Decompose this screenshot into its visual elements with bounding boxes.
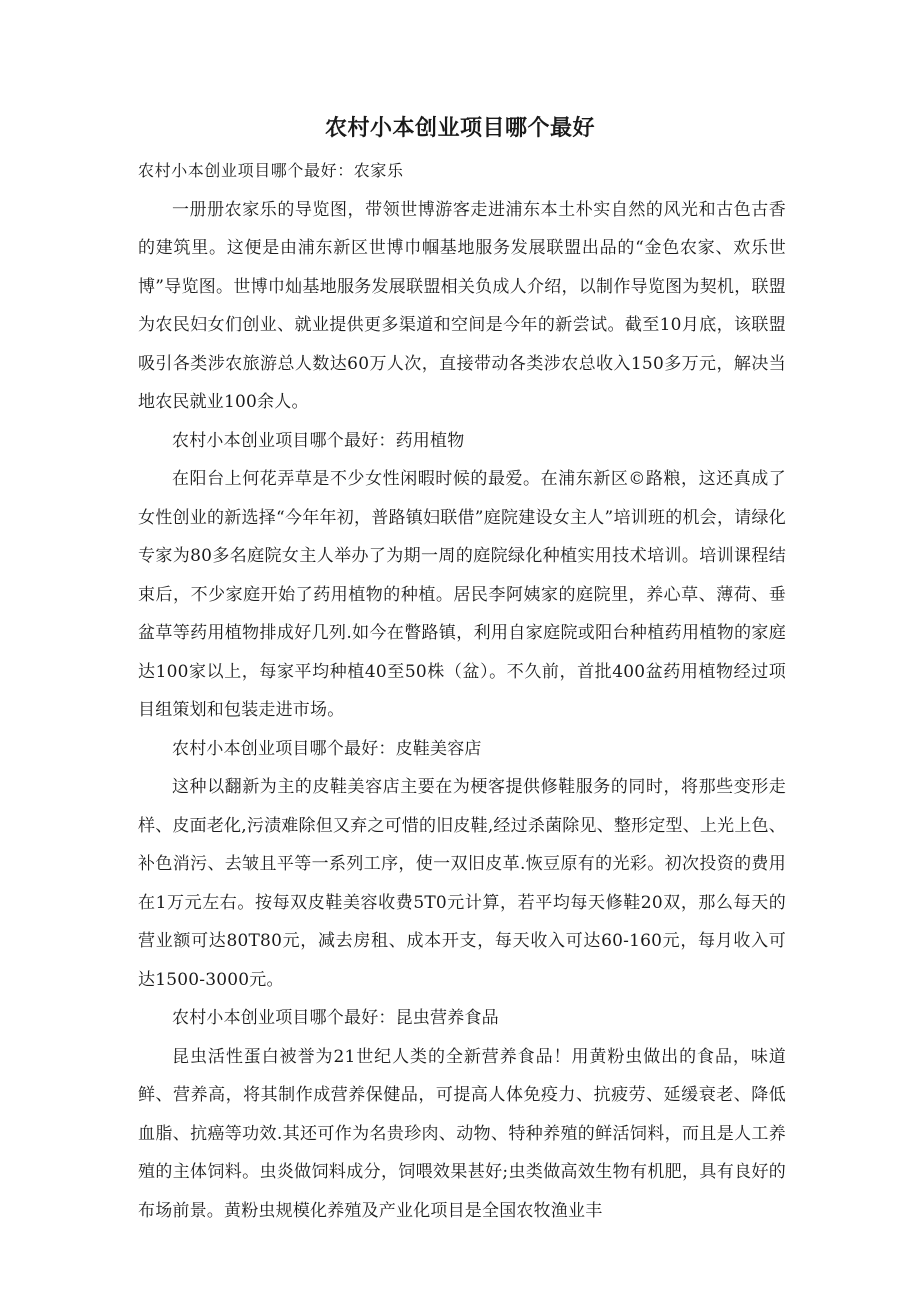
section-paragraph-insect-food: 昆虫活性蛋白被誉为21世纪人类的全新营养食品！用黄粉虫做出的食品，味道鲜、营养高，将其制作成营养保健品，可提高人体免疫力、抗疲劳、延缓衰老、降低血脂、抗癌等功效.其还可作为名贵珍肉、动物、特种养殖的鲜活饲料，而且是人工养殖的主体饲料。虫炎做饲料成分，饲喂效果甚好;虫类做高效生物有机肥，具有良好的布场前景。黄粉虫规模化养殖及产业化项目是全国农牧渔业丰 (138, 1046, 786, 1221)
section-heading-nongjiale: 农村小本创业项目哪个最好：农家乐 (138, 161, 404, 180)
document-body (138, 152, 786, 1230)
section-paragraph-nongjiale: 一册册农家乐的导览图，带领世博游客走进浦东本土朴实自然的风光和古色古香的建筑里。这便是由浦东新区世博巾帼基地服务发展联盟出品的“金色农家、欢乐世博”导览图。世博巾灿基地服务发展联盟相关负成人介绍，以制作导览图为契机，联盟为农民妇女们创业、就业提供更多渠道和空间是今年的新尝试。截至10月底，该联盟吸引各类涉农旅游总人数达60万人次，直接带动各类涉农总收入150多万元，解决当地农民就业100余人。 (138, 199, 786, 412)
section-heading-shoe-care-shop: 农村小本创业项目哪个最好：皮鞋美容店 (172, 738, 482, 759)
section-paragraph-shoe-care-shop: 这种以翻新为主的皮鞋美容店主要在为梗客提供修鞋服务的同时，将那些变形走样、皮面老化,污渍难除但又弃之可惜的旧皮鞋,经过杀菌除见、整形定型、上光上色、补色消污、去皱且平等一系列工序，使一双旧皮革.恢豆原有的光彩。初次投资的费用在1万元左右。按每双皮鞋美容收费5T0元计算，若平均每天修鞋20双，那么每天的营业额可达80T80元，减去房租、成本开支，每天收入可达60-160元，每月收入可达1500-3000元。 (138, 777, 786, 990)
section-heading-medicinal-plants: 农村小本创业项目哪个最好：药用植物 (172, 430, 465, 451)
page-title: 农村小本创业项目哪个最好 (324, 116, 595, 141)
section-paragraph-medicinal-plants: 在阳台上何花弄草是不少女性闲暇时候的最爱。在浦东新区©路粮，这还真成了女性创业的新选择“今年年初，普路镇妇联借”庭院建设女主人”培训班的机会，请绿化专家为80多名庭院女主人举办了为期一周的庭院绿化种植实用技术培训。培训课程结束后，不少家庭开始了药用植物的种植。居民李阿姨家的庭院里，养心草、薄荷、垂盆草等药用植物排成好几列.如今在瞥路镇，利用自家庭院或阳台种植药用植物的家庭达100家以上，每家平均种植40至50株（盆）。不久前，首批400盆药用植物经过项目组策划和包装走进市场。 (138, 469, 786, 720)
section-heading-insect-food: 农村小本创业项目哪个最好：昆虫营养食品 (172, 1008, 499, 1028)
